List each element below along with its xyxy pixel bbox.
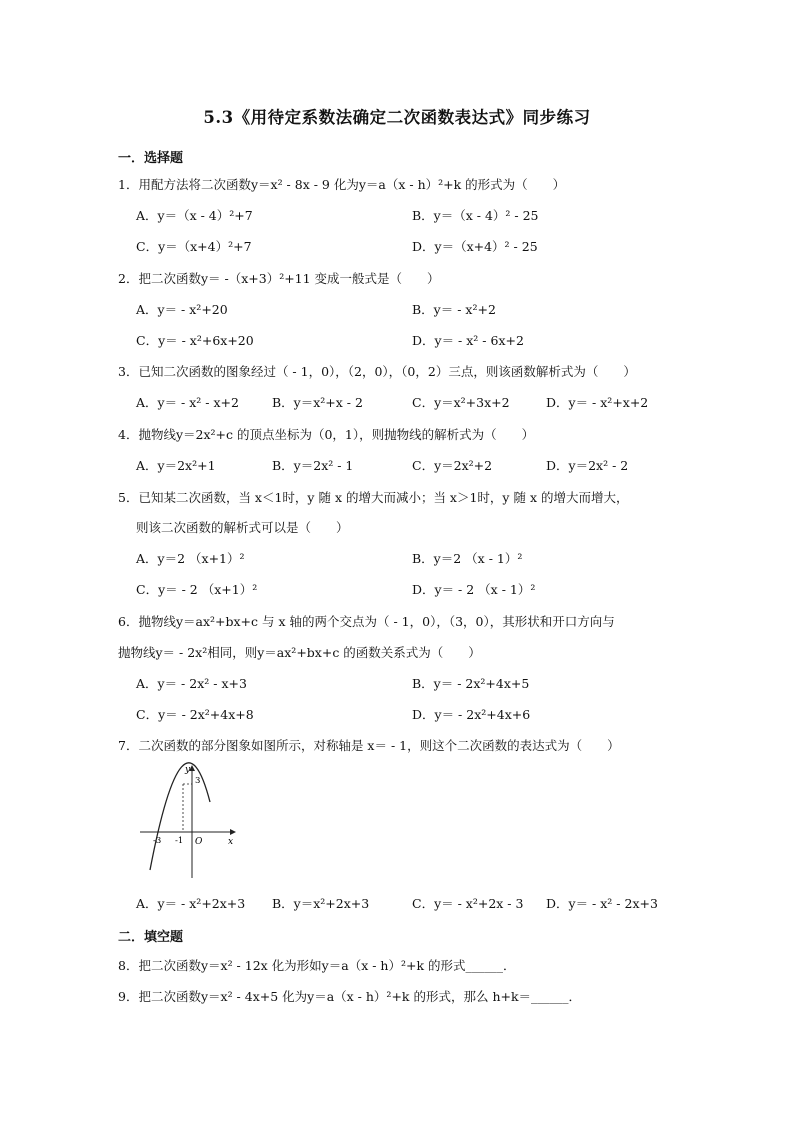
- q2-option-d: D．y＝ - x² - 6x+2: [412, 333, 524, 348]
- q1-option-b: B．y＝（x - 4）² - 25: [412, 208, 539, 223]
- q6-option-d: D．y＝ - 2x²+4x+6: [412, 707, 531, 722]
- question-6-stem: 6．抛物线y＝ax²+bx+c 与 x 轴的两个交点为（ - 1，0），（3，0），其形状和开口方向与: [118, 614, 615, 629]
- q7-option-b: B．y＝x²+2x+3: [272, 896, 370, 911]
- q1-option-c: C．y＝（x+4）²+7: [136, 239, 252, 254]
- x-axis-arrow: [230, 829, 236, 835]
- q1-option-a: A．y＝（x - 4）²+7: [136, 208, 253, 223]
- x-axis-label: x: [228, 837, 234, 847]
- q6-option-c: C．y＝ - 2x²+4x+8: [136, 707, 254, 722]
- q4-option-b: B．y＝2x² - 1: [272, 458, 354, 473]
- question-1-stem: 1．用配方法将二次函数y＝x² - 8x - 9 化为y＝a（x - h）²+k 的形式为（ ）: [118, 177, 566, 192]
- question-7-stem: 7．二次函数的部分图象如图所示，对称轴是 x＝ - 1，则这个二次函数的表达式为（ ）: [118, 738, 620, 753]
- q5-option-c: C．y＝ - 2 （x+1）²: [136, 582, 258, 597]
- q5-option-b: B．y＝2 （x - 1）²: [412, 551, 523, 566]
- q4-option-d: D．y＝2x² - 2: [546, 458, 629, 473]
- parabola-graph: [136, 762, 240, 882]
- parabola-curve: [150, 763, 210, 870]
- section-heading-fill: 二．填空题: [118, 930, 184, 945]
- q2-option-c: C．y＝ - x²+6x+20: [136, 333, 254, 348]
- question-5-stem-line2: 则该二次函数的解析式可以是（ ）: [136, 520, 349, 535]
- q3-option-b: B．y＝x²+x - 2: [272, 395, 363, 410]
- q2-option-b: B．y＝ - x²+2: [412, 302, 496, 317]
- tick-label-neg3: -3: [153, 836, 162, 846]
- question-5-stem: 5．已知某二次函数，当 x＜1时，y 随 x 的增大而减小；当 x＞1时，y 随 x 的增大而增大，: [118, 490, 629, 505]
- q3-option-a: A．y＝ - x² - x+2: [136, 395, 239, 410]
- tick-label-3: 3: [195, 776, 201, 786]
- q4-option-a: A．y＝2x²+1: [136, 458, 216, 473]
- question-6-stem-line2: 抛物线y＝ - 2x²相同，则y＝ax²+bx+c 的函数关系式为（ ）: [118, 645, 481, 660]
- q7-option-c: C．y＝ - x²+2x - 3: [412, 896, 524, 911]
- q6-option-b: B．y＝ - 2x²+4x+5: [412, 676, 530, 691]
- origin-label: O: [195, 837, 203, 847]
- question-3-stem: 3．已知二次函数的图象经过（ - 1，0），（2，0），（0，2）三点，则该函数解析式为（ ）: [118, 364, 636, 379]
- q3-option-c: C．y＝x²+3x+2: [412, 395, 510, 410]
- tick-label-neg1: -1: [175, 836, 184, 846]
- question-8-stem: 8．把二次函数y＝x² - 12x 化为形如y＝a（x - h）²+k 的形式______．: [118, 958, 516, 973]
- question-4-stem: 4．抛物线y＝2x²+c 的顶点坐标为（0，1），则抛物线的解析式为（ ）: [118, 427, 535, 442]
- q3-option-d: D．y＝ - x²+x+2: [546, 395, 649, 410]
- q7-option-d: D．y＝ - x² - 2x+3: [546, 896, 658, 911]
- y-axis-label: y: [185, 765, 191, 775]
- question-9-stem: 9．把二次函数y＝x² - 4x+5 化为y＝a（x - h）²+k 的形式，那么 h+k＝______．: [118, 989, 582, 1004]
- q1-option-d: D．y＝（x+4）² - 25: [412, 239, 538, 254]
- q5-option-a: A．y＝2 （x+1）²: [136, 551, 245, 566]
- q5-option-d: D．y＝ - 2 （x - 1）²: [412, 582, 536, 597]
- q2-option-a: A．y＝ - x²+20: [136, 302, 228, 317]
- q4-option-c: C．y＝2x²+2: [412, 458, 493, 473]
- q7-option-a: A．y＝ - x²+2x+3: [136, 896, 246, 911]
- section-heading-choice: 一．选择题: [118, 151, 184, 166]
- page-title: 5.3《用待定系数法确定二次函数表达式》同步练习: [203, 108, 591, 127]
- q6-option-a: A．y＝ - 2x² - x+3: [136, 676, 247, 691]
- question-2-stem: 2．把二次函数y＝ -（x+3）²+11 变成一般式是（ ）: [118, 271, 440, 286]
